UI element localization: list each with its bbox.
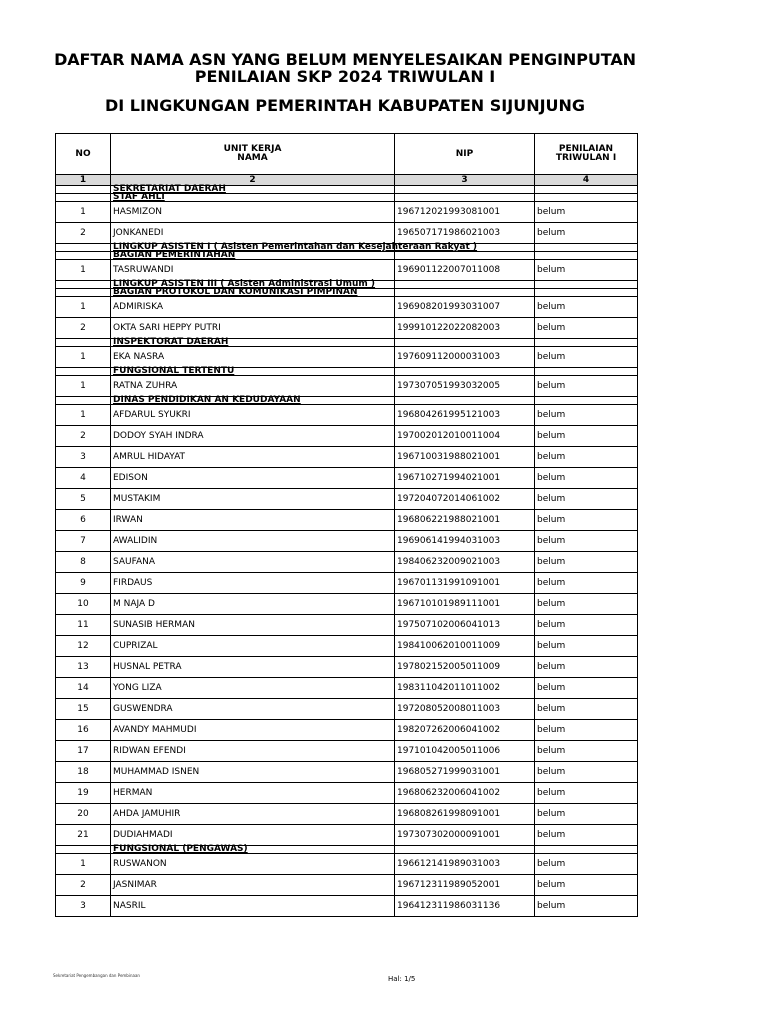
row-number: 14 [56, 678, 111, 699]
table-row [56, 531, 638, 552]
table-row [56, 552, 638, 573]
document-title-line3: DI LINGKUNGAN PEMERINTAH KABUPATEN SIJUNJUNG [104, 96, 586, 115]
assessment-status: belum [535, 447, 638, 468]
assessment-status: belum [535, 896, 638, 917]
table-row [56, 223, 638, 244]
employee-name: EDISON [111, 468, 395, 489]
row-number: 1 [56, 297, 111, 318]
employee-nip: 197208052008011003 [395, 699, 535, 720]
section-label: LINGKUP ASISTEN I ( Asisten Pemerintahan dan Kesejahteraan Rakyat ) [111, 244, 395, 252]
header-no: NO [56, 134, 111, 175]
section-header-row [56, 252, 638, 260]
assessment-status: belum [535, 376, 638, 397]
table-row [56, 202, 638, 223]
table-row [56, 468, 638, 489]
employee-nip: 196906141994031003 [395, 531, 535, 552]
employee-name: HASMIZON [111, 202, 395, 223]
employee-name: RATNA ZUHRA [111, 376, 395, 397]
section-no-cell [56, 289, 111, 297]
section-status-cell [535, 339, 638, 347]
employee-nip: 196701131991091001 [395, 573, 535, 594]
assessment-status: belum [535, 762, 638, 783]
assessment-status: belum [535, 347, 638, 368]
section-status-cell [535, 368, 638, 376]
employee-nip: 196507171986021003 [395, 223, 535, 244]
employee-nip: 197307302000091001 [395, 825, 535, 846]
section-no-cell [56, 186, 111, 194]
assessment-status: belum [535, 318, 638, 339]
assessment-status: belum [535, 468, 638, 489]
employee-name: FIRDAUS [111, 573, 395, 594]
row-number: 6 [56, 510, 111, 531]
assessment-status: belum [535, 699, 638, 720]
table-row [56, 447, 638, 468]
employee-name: RUSWANON [111, 854, 395, 875]
employee-nip: 197002012010011004 [395, 426, 535, 447]
section-nip-cell [395, 194, 535, 202]
employee-name: JASNIMAR [111, 875, 395, 896]
section-nip-cell [395, 339, 535, 347]
table-row [56, 510, 638, 531]
employee-nip: 197307051993032005 [395, 376, 535, 397]
row-number: 2 [56, 223, 111, 244]
section-label: SEKRETARIAT DAERAH [111, 186, 395, 194]
row-number: 10 [56, 594, 111, 615]
employee-name: DODOY SYAH INDRA [111, 426, 395, 447]
employee-nip: 196908201993031007 [395, 297, 535, 318]
table-row [56, 426, 638, 447]
employee-name: YONG LIZA [111, 678, 395, 699]
employee-nip: 196805271999031001 [395, 762, 535, 783]
row-number: 13 [56, 657, 111, 678]
row-number: 11 [56, 615, 111, 636]
row-number: 5 [56, 489, 111, 510]
employee-name: HUSNAL PETRA [111, 657, 395, 678]
section-label: DINAS PENDIDIKAN AN KEDUDAYAAN [111, 397, 395, 405]
row-number: 3 [56, 447, 111, 468]
section-label: BAGIAN PEMERINTAHAN [111, 252, 395, 260]
section-status-cell [535, 186, 638, 194]
row-number: 1 [56, 260, 111, 281]
column-number: 3 [395, 175, 535, 186]
section-no-cell [56, 368, 111, 376]
row-number: 12 [56, 636, 111, 657]
employee-nip: 197204072014061002 [395, 489, 535, 510]
row-number: 2 [56, 875, 111, 896]
assessment-status: belum [535, 741, 638, 762]
section-nip-cell [395, 368, 535, 376]
employee-nip: 196806221988021001 [395, 510, 535, 531]
employee-nip: 196806232006041002 [395, 783, 535, 804]
employee-name: AWALIDIN [111, 531, 395, 552]
document-title-line1: DAFTAR NAMA ASN YANG BELUM MENYELESAIKAN PENGINPUTAN [54, 50, 636, 69]
row-number: 4 [56, 468, 111, 489]
table-row [56, 804, 638, 825]
section-header-row [56, 289, 638, 297]
employee-nip: 196808261998091001 [395, 804, 535, 825]
section-status-cell [535, 281, 638, 289]
section-label: STAF AHLI [111, 194, 395, 202]
section-nip-cell [395, 397, 535, 405]
employee-name: AMRUL HIDAYAT [111, 447, 395, 468]
table-row [56, 405, 638, 426]
employee-name: RIDWAN EFENDI [111, 741, 395, 762]
section-status-cell [535, 397, 638, 405]
section-label: FUNGSIONAL (PENGAWAS) [111, 846, 395, 854]
assessment-status: belum [535, 573, 638, 594]
employee-name: AVANDY MAHMUDI [111, 720, 395, 741]
table-row [56, 762, 638, 783]
employee-nip: 197507102006041013 [395, 615, 535, 636]
row-number: 1 [56, 376, 111, 397]
row-number: 2 [56, 426, 111, 447]
header-unit-kerja: UNIT KERJA [223, 144, 282, 154]
table-row [56, 297, 638, 318]
section-header-row [56, 368, 638, 376]
employee-name: AFDARUL SYUKRI [111, 405, 395, 426]
row-number: 9 [56, 573, 111, 594]
assessment-status: belum [535, 594, 638, 615]
assessment-status: belum [535, 223, 638, 244]
table-row [56, 260, 638, 281]
header-penilaian-line1: PENILAIAN [558, 144, 614, 154]
section-header-row [56, 339, 638, 347]
assessment-status: belum [535, 297, 638, 318]
row-number: 18 [56, 762, 111, 783]
employee-nip: 198311042011011002 [395, 678, 535, 699]
assessment-status: belum [535, 531, 638, 552]
employee-name: TASRUWANDI [111, 260, 395, 281]
section-label: FUNGSIONAL TERTENTU [111, 368, 395, 376]
table-header-row [56, 134, 638, 175]
row-number: 20 [56, 804, 111, 825]
table-row [56, 783, 638, 804]
employee-name: JONKANEDI [111, 223, 395, 244]
employee-nip: 196412311986031136 [395, 896, 535, 917]
assessment-status: belum [535, 405, 638, 426]
section-no-cell [56, 339, 111, 347]
row-number: 2 [56, 318, 111, 339]
employee-name: SAUFANA [111, 552, 395, 573]
employee-name: NASRIL [111, 896, 395, 917]
table-row [56, 854, 638, 875]
employee-nip: 197802152005011009 [395, 657, 535, 678]
row-number: 1 [56, 854, 111, 875]
row-number: 1 [56, 347, 111, 368]
section-no-cell [56, 194, 111, 202]
assessment-status: belum [535, 804, 638, 825]
table-row [56, 699, 638, 720]
row-number: 21 [56, 825, 111, 846]
row-number: 1 [56, 202, 111, 223]
section-status-cell [535, 289, 638, 297]
section-no-cell [56, 252, 111, 260]
table-row [56, 896, 638, 917]
table-row [56, 720, 638, 741]
employee-nip: 196712311989052001 [395, 875, 535, 896]
employee-name: IRWAN [111, 510, 395, 531]
assessment-status: belum [535, 615, 638, 636]
employee-nip: 198406232009021003 [395, 552, 535, 573]
employee-name: OKTA SARI HEPPY PUTRI [111, 318, 395, 339]
table-row [56, 573, 638, 594]
document-title-line2: PENILAIAN SKP 2024 TRIWULAN I [194, 67, 496, 86]
employee-nip: 196804261995121003 [395, 405, 535, 426]
employee-name: DUDIAHMADI [111, 825, 395, 846]
section-status-cell [535, 244, 638, 252]
assessment-status: belum [535, 489, 638, 510]
table-row [56, 318, 638, 339]
employee-name: ADMIRISKA [111, 297, 395, 318]
table-row [56, 636, 638, 657]
table-row [56, 875, 638, 896]
assessment-status: belum [535, 678, 638, 699]
section-nip-cell [395, 186, 535, 194]
table-row [56, 825, 638, 846]
table-row [56, 489, 638, 510]
assessment-status: belum [535, 636, 638, 657]
employee-name: CUPRIZAL [111, 636, 395, 657]
section-label: LINGKUP ASISTEN III ( Asisten Administrasi Umum ) [111, 281, 395, 289]
employee-nip: 196712021993081001 [395, 202, 535, 223]
header-nip: NIP [395, 134, 535, 175]
section-nip-cell [395, 846, 535, 854]
row-number: 16 [56, 720, 111, 741]
table-row [56, 657, 638, 678]
section-status-cell [535, 846, 638, 854]
employee-name: GUSWENDRA [111, 699, 395, 720]
assessment-status: belum [535, 854, 638, 875]
employee-name: MUSTAKIM [111, 489, 395, 510]
assessment-status: belum [535, 426, 638, 447]
row-number: 7 [56, 531, 111, 552]
employee-nip: 198207262006041002 [395, 720, 535, 741]
employee-nip: 196710271994021001 [395, 468, 535, 489]
footer-organization: Sekretariat Pengembangan dan Pembinaan [53, 973, 140, 978]
section-header-row [56, 397, 638, 405]
section-no-cell [56, 397, 111, 405]
employee-name: MUHAMMAD ISNEN [111, 762, 395, 783]
assessment-status: belum [535, 202, 638, 223]
employee-nip: 197101042005011006 [395, 741, 535, 762]
employee-nip: 196901122007011008 [395, 260, 535, 281]
row-number: 8 [56, 552, 111, 573]
section-no-cell [56, 846, 111, 854]
employee-nip: 199910122022082003 [395, 318, 535, 339]
employee-name: HERMAN [111, 783, 395, 804]
section-status-cell [535, 194, 638, 202]
assessment-status: belum [535, 783, 638, 804]
row-number: 1 [56, 405, 111, 426]
employee-nip: 197609112000031003 [395, 347, 535, 368]
column-number: 4 [535, 175, 638, 186]
table-row [56, 347, 638, 368]
row-number: 15 [56, 699, 111, 720]
header-unit-kerja-nama [111, 134, 395, 175]
section-header-row [56, 846, 638, 854]
assessment-status: belum [535, 552, 638, 573]
row-number: 3 [56, 896, 111, 917]
column-number: 2 [111, 175, 395, 186]
header-penilaian [535, 134, 638, 175]
table-row [56, 741, 638, 762]
assessment-status: belum [535, 657, 638, 678]
assessment-status: belum [535, 720, 638, 741]
section-nip-cell [395, 281, 535, 289]
employee-name: EKA NASRA [111, 347, 395, 368]
assessment-status: belum [535, 260, 638, 281]
employee-nip: 196710101989111001 [395, 594, 535, 615]
assessment-status: belum [535, 875, 638, 896]
table-row [56, 678, 638, 699]
employee-name: SUNASIB HERMAN [111, 615, 395, 636]
section-header-row [56, 194, 638, 202]
column-number: 1 [56, 175, 111, 186]
table-row [56, 376, 638, 397]
header-nama: NAMA [237, 153, 268, 163]
section-no-cell [56, 281, 111, 289]
section-nip-cell [395, 289, 535, 297]
row-number: 19 [56, 783, 111, 804]
table-row [56, 615, 638, 636]
header-penilaian-line2: TRIWULAN I [555, 153, 617, 163]
employee-nip: 198410062010011009 [395, 636, 535, 657]
assessment-status: belum [535, 825, 638, 846]
asn-table [55, 133, 638, 917]
employee-nip: 196612141989031003 [395, 854, 535, 875]
employee-nip: 196710031988021001 [395, 447, 535, 468]
employee-name: M NAJA D [111, 594, 395, 615]
assessment-status: belum [535, 510, 638, 531]
row-number: 17 [56, 741, 111, 762]
employee-name: AHDA JAMUHIR [111, 804, 395, 825]
section-label: BAGIAN PROTOKOL DAN KOMUNIKASI PIMPINAN [111, 289, 395, 297]
page-number: Hal: 1/5 [388, 975, 416, 983]
section-label: INSPEKTORAT DAERAH [111, 339, 395, 347]
table-row [56, 594, 638, 615]
section-status-cell [535, 252, 638, 260]
section-no-cell [56, 244, 111, 252]
section-nip-cell [395, 252, 535, 260]
